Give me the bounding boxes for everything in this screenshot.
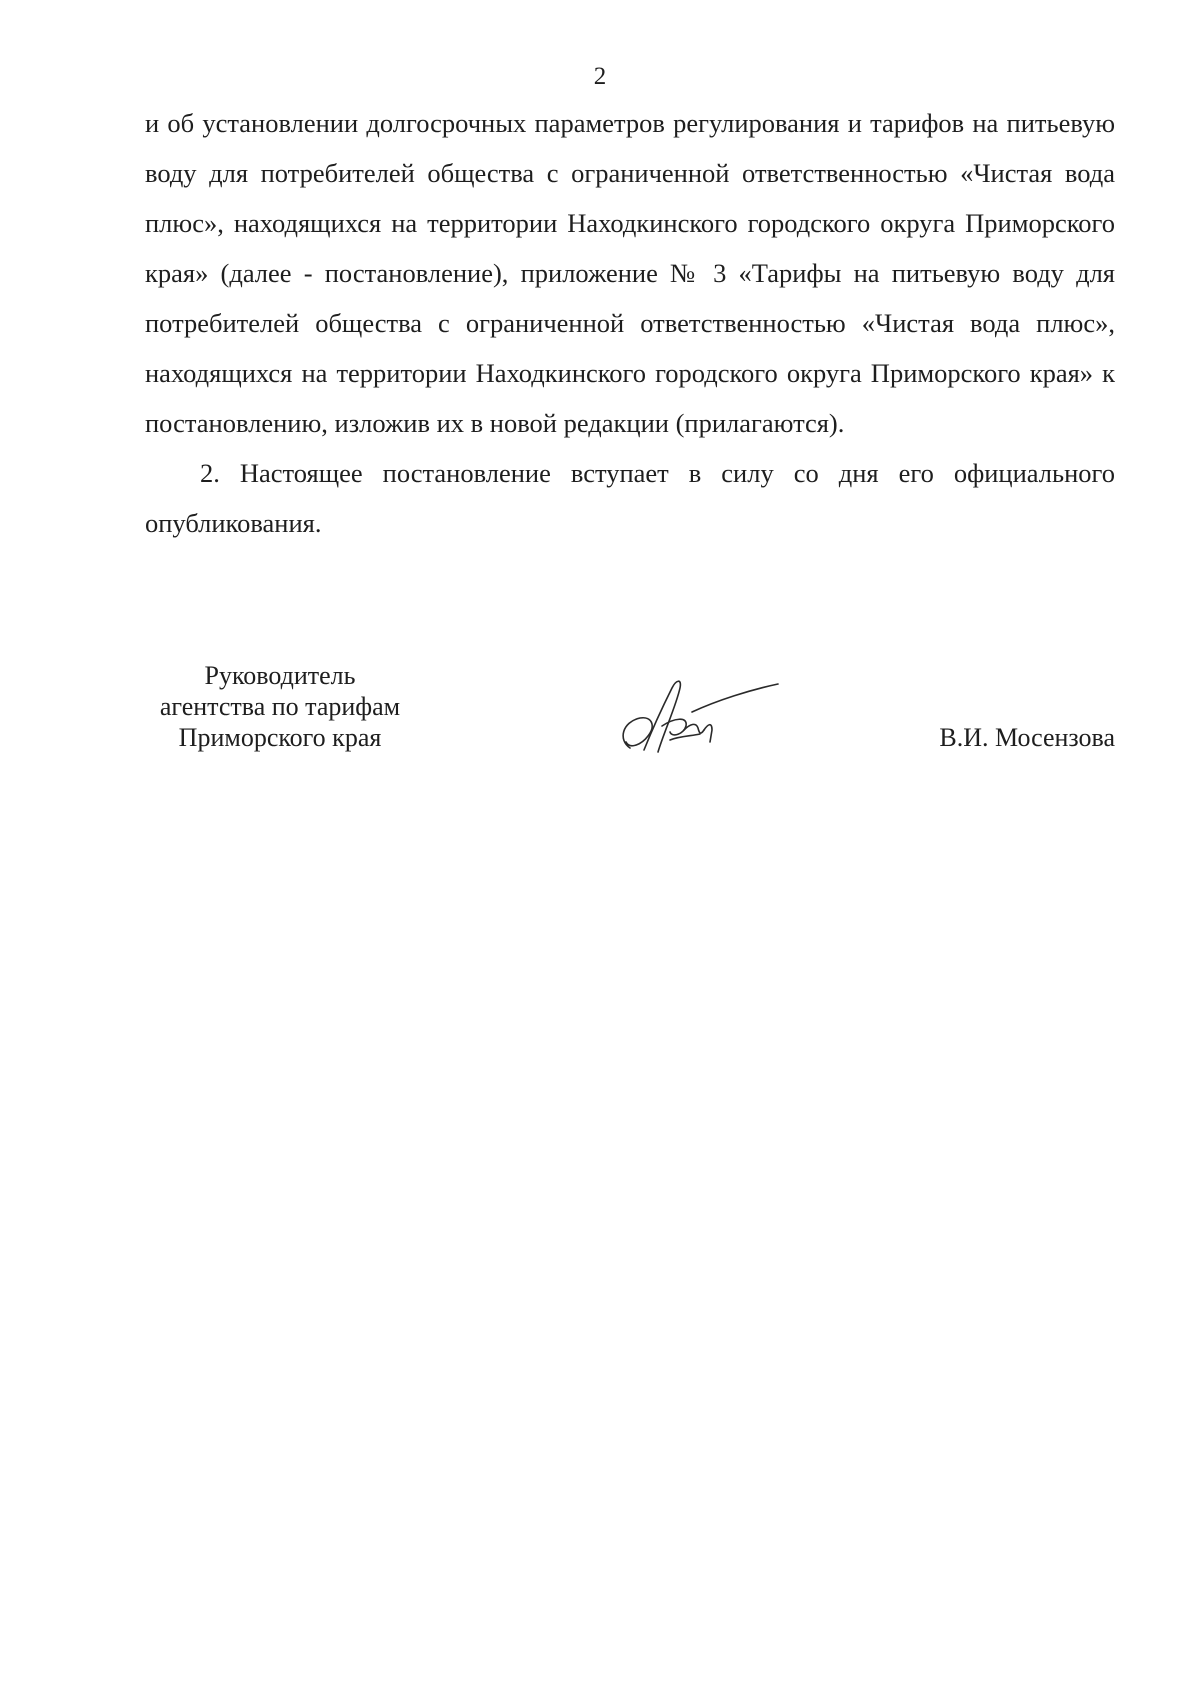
signatory-title-line: Приморского края	[178, 723, 382, 752]
page-number: 2	[593, 63, 607, 90]
paragraph-item-2: 2. Настоящее постановление вступает в силу со дня его официального опубликования.	[145, 458, 1115, 538]
signatory-title-line: Руководитель	[204, 661, 356, 690]
signatory-name: В.И. Мосензова	[939, 723, 1115, 752]
signature-block	[145, 660, 1115, 780]
document-body	[145, 98, 1115, 548]
handwritten-signature	[600, 660, 780, 765]
signatory-title	[145, 660, 415, 753]
signatory-title-line: агентства по тарифам	[159, 692, 401, 721]
paragraph-continuation: и об установлении долгосрочных параметров регулирования и тарифов на питьевую воду для потребителей общества с ограниченной ответственностью «Чистая вода плюс», находящихся на территории Находкинского городского округа Приморского края» (далее - постановление), приложение № 3 «Тарифы на питьевую воду для потребителей общества с ограниченной ответственностью «Чистая вода плюс», находящихся на территории Находкинского городского округа Приморского края» к постановлению, изложив их в новой редакции (прилагаются).	[145, 108, 1115, 438]
